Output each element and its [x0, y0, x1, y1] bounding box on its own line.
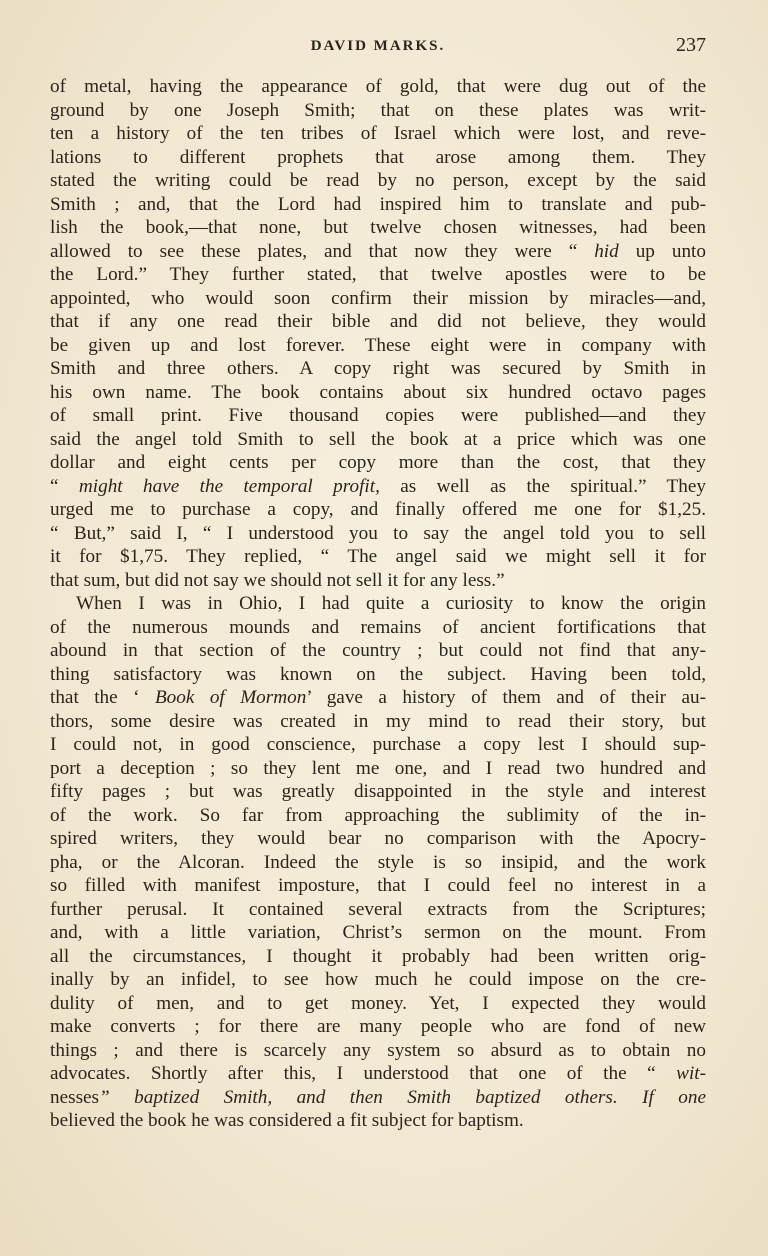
- text-segment: lish the book,—that none, but twelve chosen witnesses, had been: [50, 217, 706, 238]
- text-segment: spired writers, they would bear no comparison with the Apocry-: [50, 828, 706, 849]
- text-line: [50, 851, 706, 875]
- text-line: [50, 498, 706, 522]
- text-line: [50, 733, 706, 757]
- text-line: [50, 921, 706, 945]
- text-line: [50, 874, 706, 898]
- text-line: [50, 639, 706, 663]
- text-segment: I could not, in good conscience, purchase a copy lest I should sup-: [50, 734, 706, 755]
- text-segment: port a deception ; so they lent me one, and I read two hundred and: [50, 757, 706, 779]
- text-line: [50, 1015, 706, 1039]
- text-line: [50, 1062, 706, 1086]
- text-line: [50, 545, 706, 569]
- italic-text: might have the temporal profit,: [78, 475, 380, 497]
- text-segment: so filled with manifest imposture, that I could feel no interest in a: [50, 875, 706, 896]
- text-segment: that the ‘: [50, 687, 155, 708]
- text-line: [50, 780, 706, 804]
- text-line: [50, 310, 706, 334]
- text-line: [50, 757, 706, 781]
- text-line: [50, 287, 706, 311]
- text-line: [50, 522, 706, 546]
- text-line: [50, 451, 706, 475]
- text-segment: thing satisfactory was known on the subject. Having been told,: [50, 663, 706, 685]
- text-segment: ’ gave a history of them and of their au-: [306, 687, 707, 708]
- italic-text: wit-: [676, 1063, 706, 1084]
- text-segment: up unto: [618, 240, 706, 262]
- text-segment: things ; and there is scarcely any system so absurd as to obtain no: [50, 1039, 706, 1061]
- text-line: [50, 428, 706, 452]
- running-title: DAVID MARKS.: [310, 38, 446, 54]
- text-line: [50, 992, 706, 1016]
- text-segment: nesses: [50, 1086, 100, 1108]
- text-segment: believed the book he was considered a fit subject for baptism.: [50, 1110, 524, 1131]
- page-header: [50, 34, 706, 58]
- text-segment: the Lord.” They further stated, that twelve apostles were to be: [50, 264, 706, 285]
- text-line: [50, 99, 706, 123]
- text-segment: further perusal. It contained several extracts from the Scriptures;: [50, 898, 706, 920]
- text-segment: ten a history of the ten tribes of Israel which were lost, and reve-: [50, 123, 706, 144]
- text-segment: dollar and eight cents per copy more than the cost, that they: [50, 452, 706, 473]
- text-line: [50, 1039, 706, 1063]
- text-line: [50, 804, 706, 828]
- text-segment: that if any one read their bible and did not believe, they would: [50, 311, 706, 332]
- text-line: [50, 263, 706, 287]
- text-segment: his own name. The book contains about six hundred octavo pages: [50, 381, 706, 403]
- text-segment: all the circumstances, I thought it probably had been written orig-: [50, 945, 706, 967]
- text-segment: dulity of men, and to get money. Yet, I expected they would: [50, 992, 706, 1014]
- text-line: [50, 404, 706, 428]
- text-segment: “ But,” said I, “ I understood you to say the angel told you to sell: [50, 522, 706, 544]
- body-text: [50, 75, 706, 1133]
- text-line: [50, 1109, 706, 1133]
- text-segment: Smith and three others. A copy right was secured by Smith in: [50, 358, 706, 379]
- text-line: [50, 193, 706, 217]
- text-segment: When I was in Ohio, I had quite a curiosity to know the origin: [76, 593, 706, 614]
- text-line: [50, 169, 706, 193]
- text-segment: of the work. So far from approaching the sublimity of the in-: [50, 804, 706, 826]
- text-segment: inally by an infidel, to see how much he could impose on the cre-: [50, 969, 706, 990]
- text-line: [50, 475, 706, 499]
- text-segment: lations to different prophets that arose among them. They: [50, 146, 706, 168]
- text-segment: said the angel told Smith to sell the book at a price which was one: [50, 428, 706, 450]
- text-segment: advocates. Shortly after this, I understood that one of the “: [50, 1063, 677, 1084]
- text-segment: of small print. Five thousand copies were published—and they: [50, 405, 706, 426]
- text-segment: as well as the spiritual.” They: [379, 475, 706, 497]
- text-segment: of metal, having the appearance of gold, that were dug out of the: [50, 76, 706, 97]
- text-segment: be given up and lost forever. These eight were in company with: [50, 334, 706, 356]
- text-line: [50, 357, 706, 381]
- text-segment: and, with a little variation, Christ’s sermon on the mount. From: [50, 922, 706, 943]
- text-line: [50, 381, 706, 405]
- text-line: [50, 334, 706, 358]
- text-line: [50, 827, 706, 851]
- page-number: 237: [676, 34, 706, 56]
- text-segment: appointed, who would soon confirm their mission by miracles—and,: [50, 287, 706, 309]
- text-line: [50, 240, 706, 264]
- text-segment: “: [50, 475, 79, 497]
- italic-text: ” baptized Smith, and then Smith baptized others. If one: [99, 1086, 706, 1108]
- text-line: [50, 122, 706, 146]
- text-line: [50, 898, 706, 922]
- text-line: [50, 1086, 706, 1110]
- text-line: [50, 945, 706, 969]
- text-segment: make converts ; for there are many people who are fond of new: [50, 1016, 706, 1037]
- text-segment: fifty pages ; but was greatly disappointed in the style and interest: [50, 781, 706, 802]
- text-segment: pha, or the Alcoran. Indeed the style is so insipid, and the work: [50, 851, 706, 873]
- text-segment: of the numerous mounds and remains of ancient fortifications that: [50, 616, 706, 638]
- text-line: [50, 569, 706, 593]
- text-segment: urged me to purchase a copy, and finally offered me one for $1,25.: [50, 499, 706, 520]
- text-line: [50, 710, 706, 734]
- text-segment: thors, some desire was created in my mind to read their story, but: [50, 710, 706, 732]
- text-segment: ground by one Joseph Smith; that on these plates was writ-: [50, 99, 706, 121]
- text-segment: allowed to see these plates, and that now they were “: [50, 240, 595, 262]
- text-line: [50, 75, 706, 99]
- italic-text: Book of Mormon: [154, 687, 307, 708]
- text-line: [50, 146, 706, 170]
- text-line: [50, 592, 706, 616]
- text-segment: that sum, but did not say we should not sell it for any less.”: [50, 569, 505, 591]
- italic-text: hid: [594, 240, 619, 262]
- text-segment: Smith ; and, that the Lord had inspired him to translate and pub-: [50, 193, 706, 215]
- text-segment: it for $1,75. They replied, “ The angel said we might sell it for: [50, 546, 706, 567]
- text-line: [50, 616, 706, 640]
- text-line: [50, 216, 706, 240]
- text-line: [50, 968, 706, 992]
- text-segment: abound in that section of the country ; but could not find that any-: [50, 640, 706, 661]
- text-line: [50, 663, 706, 687]
- text-segment: stated the writing could be read by no person, except by the said: [50, 170, 706, 191]
- text-line: [50, 686, 706, 710]
